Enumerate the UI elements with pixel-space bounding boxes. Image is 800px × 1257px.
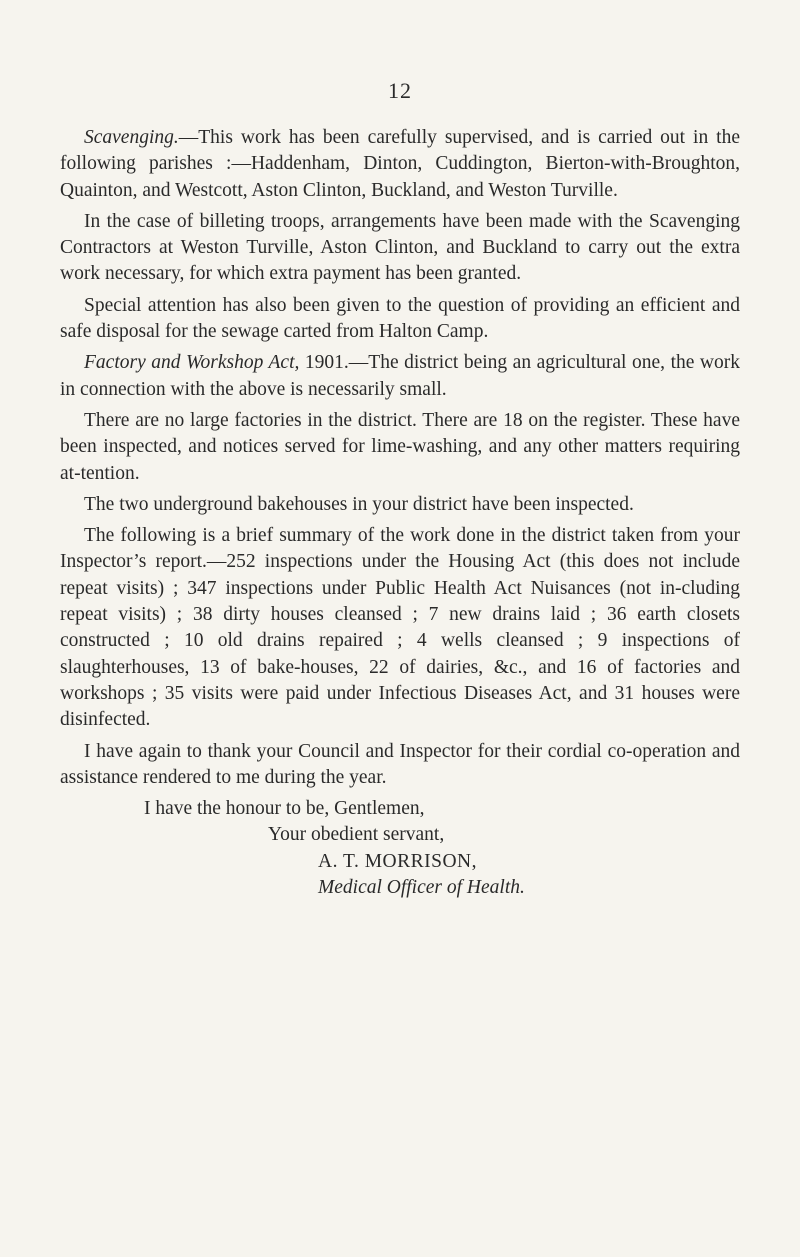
signature-title: Medical Officer of Health. bbox=[318, 877, 525, 899]
paragraph-factories bbox=[60, 408, 740, 487]
paragraph-billeting bbox=[60, 209, 740, 288]
page-number: 12 bbox=[388, 78, 412, 103]
section-heading-factory-act: Factory and Workshop Act, bbox=[84, 352, 300, 374]
report-body bbox=[60, 125, 740, 901]
paragraph-text: Special attention has also been given to the question of providing an efficient and safe disposal for the sewage carted from Halton Camp. bbox=[60, 294, 740, 343]
paragraph-text: In the case of billeting troops, arrangements have been made with the Scavenging Contractors at Weston Turville, Aston Clinton, and Buckland to carry out the extra work necessary, for which extra payment has been granted. bbox=[60, 210, 740, 285]
paragraph-text: 1901.—The district being an agricultural one, the work in connection with the above is necessarily small. bbox=[60, 352, 740, 400]
paragraph-bakehouses bbox=[60, 492, 740, 518]
signature-name: A. T. MORRISON, bbox=[318, 850, 478, 872]
paragraph-text: I have again to thank your Council and Inspector for their cordial co-operation and assistance rendered to me during the year. bbox=[60, 740, 740, 788]
section-heading-scavenging: Scavenging. bbox=[84, 127, 179, 148]
closing-block bbox=[60, 796, 740, 901]
paragraph-text: There are no large factories in the district. There are 18 on the register. These have been inspected, and notices served for lime-washing, and any other matters requiring at-tention. bbox=[60, 409, 740, 484]
paragraph-text: The following is a brief summary of the work done in the district taken from your Inspector’s report.—252 inspections under the Housing Act (this does not include repeat visits) ; 347 inspections under Public Health Act Nuisances (not in-cluding repeat visits) ; 38 dirty houses cleansed ; 7 new drains laid ; 36 earth closets constructed ; 10 old drains repaired ; 4 wells cleansed ; 9 inspections of slaughterhouses, 13 of bake-houses, 22 of dairies, &c., and 16 of factories and workshops ; 35 visits were paid under Infectious Diseases Act, and 31 houses were disinfected. bbox=[60, 525, 740, 731]
paragraph-text: —This work has been carefully supervised, and is carried out in the following parishes :—Haddenham, Dinton, Cuddington, Bierton-with-Broughton, Quainton, and Westcott, Aston Clinton, Buckland, and Weston Turville. bbox=[60, 127, 740, 201]
paragraph-scavenging bbox=[60, 125, 740, 204]
paragraph-summary bbox=[60, 523, 740, 733]
paragraph-sewage bbox=[60, 293, 740, 346]
paragraph-text: The two underground bakehouses in your district have been inspected. bbox=[84, 493, 634, 515]
closing-servant: Your obedient servant, bbox=[268, 824, 445, 846]
closing-salutation: I have the honour to be, Gentlemen, bbox=[144, 798, 425, 820]
paragraph-factory-act bbox=[60, 350, 740, 403]
paragraph-thanks bbox=[60, 739, 740, 792]
